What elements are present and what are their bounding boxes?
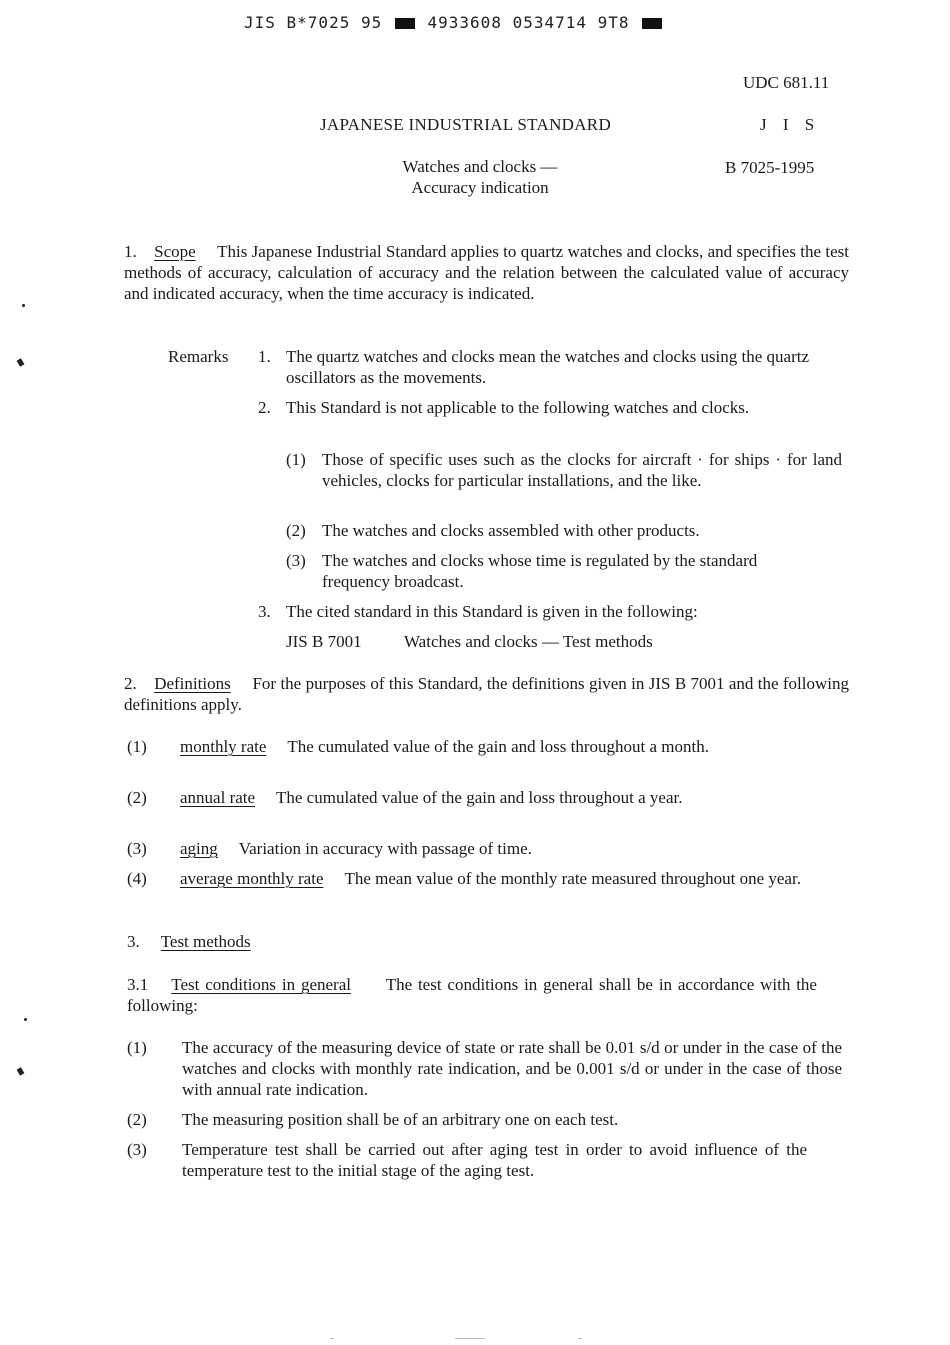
remarks-label: Remarks xyxy=(168,347,229,366)
definition-item xyxy=(180,787,805,808)
definition-text: Variation in accuracy with passage of time. xyxy=(238,839,532,858)
condition-number: (2) xyxy=(127,1110,147,1129)
scan-mark-icon xyxy=(17,1067,25,1076)
remark-subitem-number: (3) xyxy=(286,551,306,570)
remark-number: 3. xyxy=(258,602,271,621)
subject-line-2: Accuracy indication xyxy=(411,178,549,197)
scope-text: This Japanese Industrial Standard applies to quartz watches and clocks, and specifies the test methods of accuracy, calculation of accuracy and the relation between the calculated value of accuracy and indicated accuracy, when the time accuracy is indicated. xyxy=(124,242,849,303)
definition-number: (1) xyxy=(127,737,147,756)
definitions-heading: Definitions xyxy=(154,674,231,693)
definition-text: The cumulated value of the gain and loss throughout a year. xyxy=(276,788,683,807)
test-conditions-number: 3.1 xyxy=(127,975,149,994)
remark-subitem-text: The watches and clocks whose time is regulated by the standard frequency broadcast. xyxy=(322,551,758,591)
test-methods-heading-row xyxy=(127,931,251,952)
barcode-left: JIS B*7025 95 xyxy=(244,13,383,32)
scope-section xyxy=(124,241,849,304)
barcode-line xyxy=(244,12,664,33)
remark-text: The quartz watches and clocks mean the watches and clocks using the quartz oscillators as the movements. xyxy=(286,347,810,387)
udc-number: UDC 681.11 xyxy=(743,73,830,92)
definition-item xyxy=(180,736,810,757)
footer-mark xyxy=(455,1338,485,1339)
scope-number: 1. xyxy=(124,242,137,261)
definition-term: average monthly rate xyxy=(180,869,324,888)
document-subject xyxy=(320,156,640,198)
subject-line-1: Watches and clocks — xyxy=(402,157,558,176)
condition-number: (1) xyxy=(127,1038,147,1057)
barcode-block-icon xyxy=(642,18,662,29)
definition-term: annual rate xyxy=(180,788,256,807)
definition-text: The mean value of the monthly rate measured throughout one year. xyxy=(344,869,801,888)
barcode-block-icon xyxy=(395,18,415,29)
standard-number: B 7025-1995 xyxy=(725,158,815,177)
test-conditions-text: The test conditions in general shall be in accordance with the following: xyxy=(127,975,817,1015)
test-conditions-section xyxy=(127,974,817,1016)
test-methods-number: 3. xyxy=(127,932,140,951)
standard-title: JAPANESE INDUSTRIAL STANDARD xyxy=(320,115,612,134)
definition-term: aging xyxy=(180,839,218,858)
condition-number: (3) xyxy=(127,1140,147,1159)
test-conditions-heading: Test conditions in general xyxy=(171,975,351,994)
definition-number: (2) xyxy=(127,788,147,807)
scope-heading: Scope xyxy=(154,242,196,261)
remark-subitem-number: (1) xyxy=(286,450,306,469)
definitions-section xyxy=(124,673,849,715)
scan-mark-icon xyxy=(17,358,25,367)
definition-number: (3) xyxy=(127,839,147,858)
cited-standard-title: Watches and clocks — Test methods xyxy=(404,632,653,651)
footer-mark xyxy=(330,1338,334,1339)
condition-text: Temperature test shall be carried out after aging test in order to avoid influence of the temperature test to the initial stage of the aging test. xyxy=(182,1140,807,1180)
definition-term: monthly rate xyxy=(180,737,267,756)
scan-dot-icon xyxy=(24,1018,27,1021)
definitions-text: For the purposes of this Standard, the definitions given in JIS B 7001 and the following definitions apply. xyxy=(124,674,850,714)
remark-text: The cited standard in this Standard is given in the following: xyxy=(286,602,698,621)
remark-number: 1. xyxy=(258,347,271,366)
remark-text: This Standard is not applicable to the following watches and clocks. xyxy=(286,398,750,417)
footer-mark xyxy=(578,1338,582,1339)
definition-number: (4) xyxy=(127,869,147,888)
remark-subitem-text: The watches and clocks assembled with other products. xyxy=(322,521,700,540)
cited-standard-code: JIS B 7001 xyxy=(286,632,362,651)
condition-text: The measuring position shall be of an arbitrary one on each test. xyxy=(182,1110,619,1129)
definition-item xyxy=(180,868,815,889)
remark-subitem-number: (2) xyxy=(286,521,306,540)
definition-text: The cumulated value of the gain and loss throughout a month. xyxy=(287,737,709,756)
barcode-mid: 4933608 0534714 9T8 xyxy=(427,13,630,32)
test-methods-heading: Test methods xyxy=(160,932,251,951)
remark-number: 2. xyxy=(258,398,271,417)
definition-item xyxy=(180,838,810,859)
definitions-number: 2. xyxy=(124,674,137,693)
condition-text: The accuracy of the measuring device of state or rate shall be 0.01 s/d or under in the case of the watches and clocks with monthly rate indication, and be 0.001 s/d or under in the case of those with annual rate indication. xyxy=(182,1038,842,1099)
jis-mark: J I S xyxy=(760,115,821,134)
scan-dot-icon xyxy=(22,304,25,307)
remark-subitem-text: Those of specific uses such as the clocks for aircraft · for ships · for land vehicles, clocks for particular installations, and the like. xyxy=(322,450,842,490)
